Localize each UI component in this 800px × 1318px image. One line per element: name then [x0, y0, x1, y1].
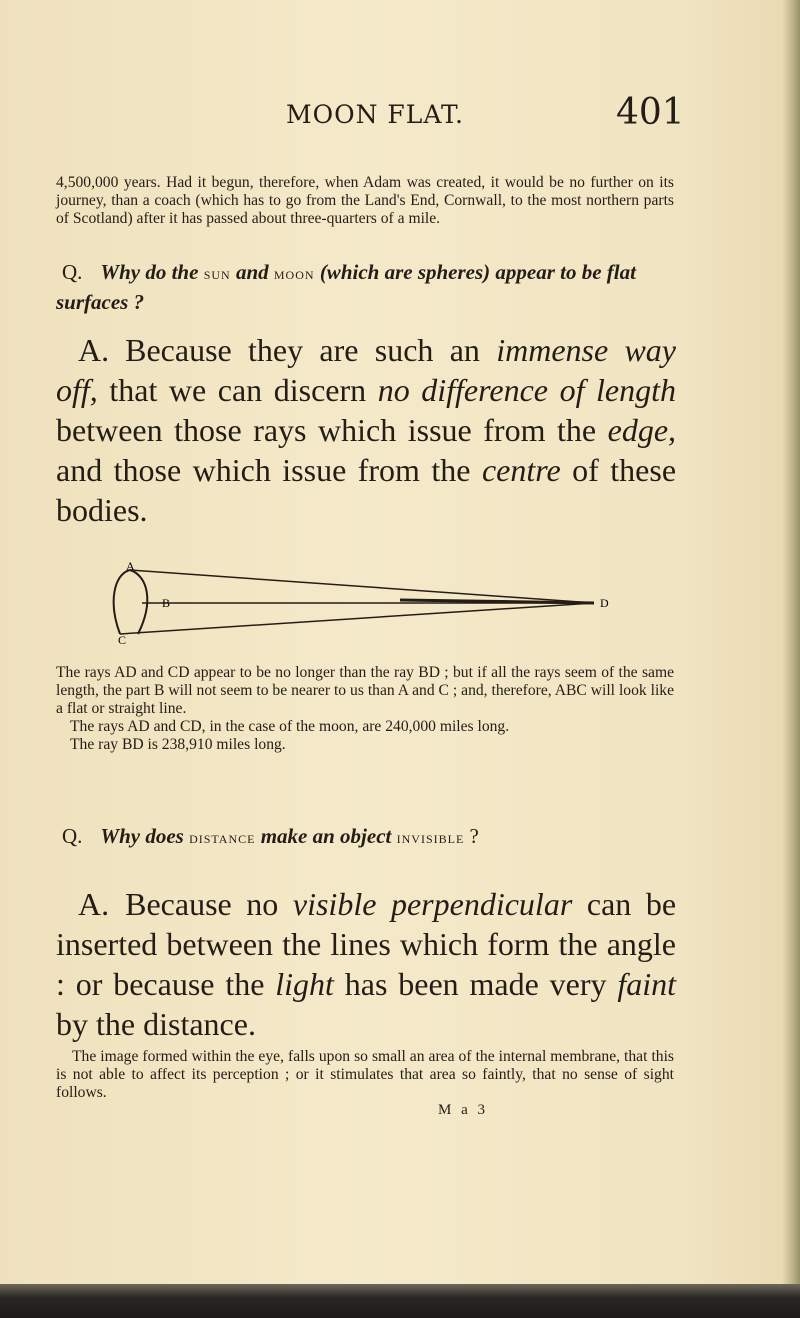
arc-left — [114, 570, 130, 634]
question-smallcaps: moon — [273, 264, 315, 283]
footnote — [56, 1048, 674, 1102]
page-edge-shadow — [782, 0, 800, 1318]
answer-text: Because no — [125, 886, 279, 922]
answer-emphasis: faint — [617, 966, 677, 1002]
intro-paragraph: 4,500,000 years. Had it begun, therefore, when Adam was created, it would be no further on its journey, than a coach (which has to go from the Land's End, Cornwall, to the most northern parts of Scotland) after it has passed about three-quarters of a mile. — [56, 174, 674, 227]
signature-mark: M a 3 — [438, 1102, 488, 1118]
label-d: D — [600, 596, 609, 610]
ray-ad — [130, 570, 594, 603]
footnote-text: The image formed within the eye, falls upon so small an area of the internal membrane, that this is not able to affect its perception ; or it stimulates that area so faintly, that no sense of sight follows. — [56, 1048, 674, 1101]
question-smallcaps: distance — [189, 828, 256, 847]
question-text: Why do the — [100, 260, 199, 284]
label-b: B — [162, 596, 171, 610]
arc-right — [130, 570, 147, 634]
diagram-note: The ray BD is 238,910 miles long. — [70, 736, 286, 753]
label-c: C — [118, 633, 127, 644]
diagram-note: The rays AD and CD, in the case of the moon, are 240,000 miles long. — [70, 718, 510, 735]
answer-text: and those which issue from the — [56, 452, 471, 488]
answer-text: by the distance. — [56, 1006, 256, 1042]
question-2 — [56, 822, 674, 852]
question-text: (which are spheres) appear to be flat surfaces ? — [56, 260, 636, 314]
question-text: make an object — [260, 824, 392, 848]
answer-label: A. — [78, 886, 110, 922]
question-text: ? — [469, 824, 479, 848]
ray-cd — [120, 603, 594, 634]
rays-diagram — [100, 562, 620, 644]
running-head: MOON FLAT. — [286, 100, 464, 129]
answer-emphasis: immense way off, — [56, 332, 677, 408]
question-smallcaps: sun — [203, 264, 231, 283]
answer-1 — [56, 330, 676, 530]
page-bottom-edge — [0, 1284, 800, 1318]
page-header — [0, 92, 800, 136]
answer-emphasis: visible perpendicular — [292, 886, 573, 922]
label-a: A — [126, 562, 135, 573]
question-label: Q. — [62, 824, 83, 848]
answer-label: A. — [78, 332, 110, 368]
answer-emphasis: centre — [481, 452, 561, 488]
question-text: Why does — [100, 824, 184, 848]
answer-emphasis: light — [275, 966, 334, 1002]
question-1 — [56, 258, 674, 316]
question-text: and — [235, 260, 269, 284]
question-smallcaps: invisible — [396, 828, 465, 847]
answer-text: between those rays which issue from the — [56, 412, 597, 448]
answer-text: that we can discern — [109, 372, 367, 408]
question-label: Q. — [62, 260, 83, 284]
answer-text: of these bodies. — [56, 452, 677, 528]
answer-text: can be inserted between the lines which form the angle : or because the — [56, 886, 677, 1002]
diagram-note: The rays AD and CD appear to be no longer than the ray BD ; but if all the rays seem of the same length, the part B will not seem to be nearer to us than A and C ; and, therefore, ABC will look like a flat or straight line. — [56, 664, 674, 717]
answer-text: has been made very — [344, 966, 607, 1002]
page-number: 401 — [616, 92, 685, 133]
answer-2 — [56, 884, 676, 1044]
answer-text: Because they are such an — [125, 332, 480, 368]
answer-emphasis: edge, — [607, 412, 677, 448]
answer-emphasis: no difference of length — [377, 372, 677, 408]
diagram-notes — [56, 664, 674, 754]
